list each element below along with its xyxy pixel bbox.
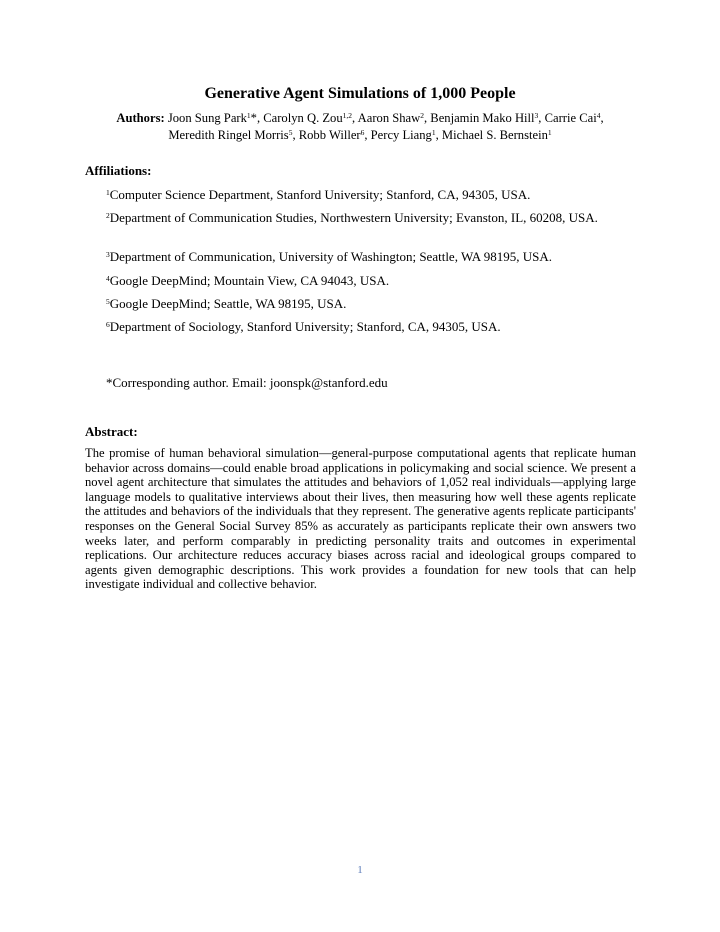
affiliation-text: Google DeepMind; Mountain View, CA 94043, USA.	[109, 273, 390, 288]
affiliation-marker: 5	[106, 297, 110, 306]
author-affiliation-marker: 2	[420, 111, 424, 120]
author-name: Aaron Shaw	[357, 111, 421, 125]
affiliation-item	[106, 319, 626, 335]
affiliation-item	[106, 210, 626, 226]
affiliation-text: Google DeepMind; Seattle, WA 98195, USA.	[109, 296, 347, 311]
author-affiliation-marker: 1	[431, 128, 436, 137]
affiliation-marker: 1	[106, 188, 110, 197]
author-name: Robb Willer	[298, 128, 361, 142]
affiliation-text: Department of Communication, University of Washington; Seattle, WA 98195, USA.	[109, 249, 552, 264]
author-affiliation-marker: 1	[547, 128, 552, 137]
author-name: Joon Sung Park	[167, 111, 247, 125]
author-separator: ,	[600, 111, 604, 125]
author-name: Carolyn Q. Zou	[263, 111, 343, 125]
affiliation-item	[106, 296, 626, 312]
author-separator: ,	[364, 128, 371, 142]
affiliation-item	[106, 187, 626, 203]
affiliation-text: Department of Sociology, Stanford University; Stanford, CA, 94305, USA.	[109, 319, 501, 334]
author-name: Carrie Cai	[544, 111, 597, 125]
author-separator: *,	[250, 111, 264, 125]
author-affiliation-marker: 6	[360, 128, 365, 137]
paper-title: Generative Agent Simulations of 1,000 People	[204, 85, 516, 102]
affiliation-item	[106, 249, 626, 265]
affiliation-marker: 3	[106, 250, 110, 259]
author-separator: ,	[352, 111, 358, 125]
abstract-text: The promise of human behavioral simulation—general-purpose computational agents that replicate human behavior across domains—could enable broad applications in policymaking and social science. We present a novel agent architecture that simulates the attitudes and behaviors of 1,052 real individuals—applying large language models to qualitative interviews about their lives, then measuring how well these agents replicate the attitudes and behaviors of the individuals that they represent. The generative agents replicate participants' responses on the General Social Survey 85% as accurately as participants replicate their own answers two weeks later, and perform comparably in predicting personality traits and outcomes in experimental replications. Our architecture reduces accuracy biases across racial and ideological groups compared to agents given demographic descriptions. This work provides a foundation for new tools that can help investigate individual and collective behavior.	[85, 446, 636, 592]
author-name: Michael S. Bernstein	[441, 128, 548, 142]
author-separator: ,	[435, 128, 442, 142]
author-affiliation-marker: 1	[246, 111, 251, 120]
author-list	[60, 110, 660, 144]
author-affiliation-marker: 1,2	[342, 111, 353, 120]
author-affiliation-marker: 3	[534, 111, 539, 120]
affiliation-marker: 6	[106, 320, 110, 329]
authors-label: Authors:	[116, 111, 165, 125]
affiliation-text: Computer Science Department, Stanford University; Stanford, CA, 94305, USA.	[109, 187, 531, 202]
abstract-heading: Abstract:	[85, 424, 138, 439]
affiliations-heading: Affiliations:	[85, 163, 152, 178]
page-number: 1	[357, 864, 363, 876]
affiliation-marker: 4	[106, 274, 110, 283]
author-separator: ,	[292, 128, 299, 142]
author-separator: ,	[538, 111, 545, 125]
author-name: Meredith Ringel Morris	[168, 128, 289, 142]
affiliation-marker: 2	[106, 211, 110, 220]
author-name: Percy Liang	[370, 128, 432, 142]
affiliation-text: Department of Communication Studies, Northwestern University; Evanston, IL, 60208, USA.	[109, 210, 598, 225]
affiliation-item	[106, 273, 626, 289]
author-affiliation-marker: 5	[288, 128, 293, 137]
author-affiliation-marker: 4	[596, 111, 601, 120]
author-separator: ,	[424, 111, 431, 125]
author-name: Benjamin Mako Hill	[430, 111, 535, 125]
corresponding-author-note: *Corresponding author. Email: joonspk@stanford.edu	[106, 375, 388, 390]
